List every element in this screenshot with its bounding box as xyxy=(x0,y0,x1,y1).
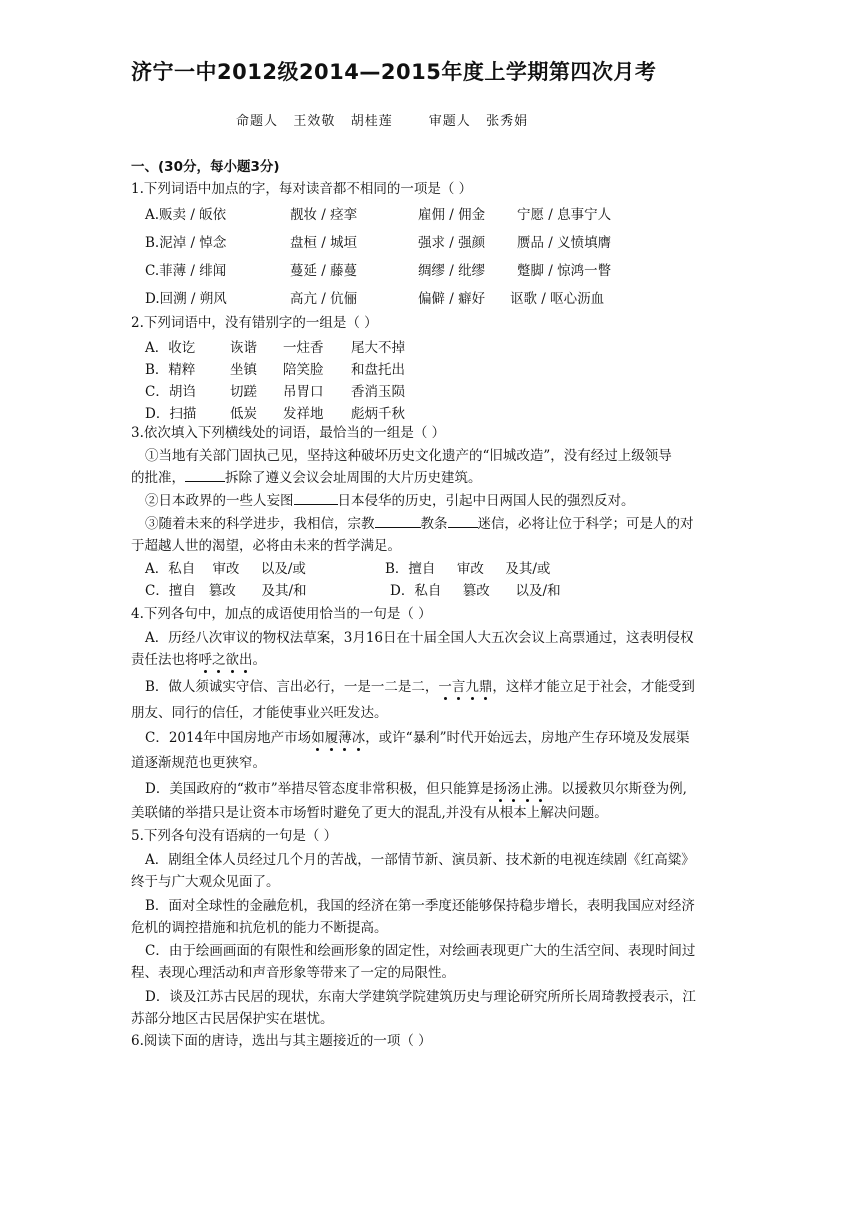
q4-a-line1: A．历经八次审议的物权法草案，3月16日在十届全国人大五次会议上高票通过，这表明侵权 xyxy=(145,630,694,646)
q3-p2 xyxy=(145,492,635,510)
q1-a-3: 雇佣 / 佣金 xyxy=(418,207,486,223)
blank-1 xyxy=(185,469,225,482)
q4-a-line2 xyxy=(131,651,266,669)
q2-c-1: C．胡诌 xyxy=(145,384,196,400)
dotted-char: 止 xyxy=(520,781,535,797)
q2-b-1: B．精粹 xyxy=(145,362,196,378)
q1-d-4: 讴歌 / 呕心沥血 xyxy=(510,291,605,307)
q4-c-post: ，或许“暴利”时代开始远去，房地产生存环境及发展渠 xyxy=(365,730,690,746)
q5-d-line1: D．谈及江苏古民居的现状，东南大学建筑学院建筑历史与理论研究所所长周琦教授表示，江 xyxy=(145,989,696,1005)
q1-d-1: D.回溯 / 朔风 xyxy=(145,291,227,307)
q3-p1-line1: ①当地有关部门固执己见，坚持这种破坏历史文化遗产的“旧城改造”，没有经过上级领导 xyxy=(145,448,672,464)
q1-stem: 1.下列词语中加点的字，每对读音都不相同的一项是（ ） xyxy=(131,181,473,197)
q3-option-c: C．擅自 篡改 及其/和 xyxy=(145,583,307,599)
dotted-char: 沸 xyxy=(534,781,548,797)
q1-row-c xyxy=(145,259,845,277)
dotted-char: 呼 xyxy=(198,652,212,668)
q3-p3-mid: 教条 xyxy=(420,516,448,532)
q1-row-b xyxy=(145,231,845,249)
q4-c-line2: 道逐渐规范也更狭窄。 xyxy=(131,755,266,771)
q2-row-b xyxy=(145,358,845,376)
q3-p3-line1 xyxy=(145,515,694,533)
q3-p3-line2: 于超越人世的渴望，必将由未来的哲学满足。 xyxy=(131,538,401,554)
q1-c-2: 蔓延 / 藤蔓 xyxy=(290,263,358,279)
q1-b-4: 赝品 / 义愤填膺 xyxy=(517,235,612,251)
q1-d-2: 高亢 / 伉俪 xyxy=(290,291,358,307)
q4-d-post: 。以援救贝尔斯登为例, xyxy=(547,781,687,797)
q5-a-line1: A．剧组全体人员经过几个月的苦战，一部情节新、演员新、技术新的电视连续剧《红高粱》 xyxy=(145,852,695,868)
dotted-char: 出 xyxy=(239,652,253,668)
q4-c-line1 xyxy=(145,729,690,747)
q2-c-3: 吊胃口 xyxy=(283,384,324,400)
q4-b-post: ，这样才能立足于社会，才能受到 xyxy=(492,679,695,695)
q2-b-2: 坐镇 xyxy=(230,362,257,378)
q3-p2-pre: ②日本政界的一些人妄图 xyxy=(145,493,294,509)
q1-b-3: 强求 / 强颜 xyxy=(418,235,486,251)
dotted-char: 如 xyxy=(311,730,325,746)
dotted-char: 言 xyxy=(451,679,466,695)
q3-p1-post: 拆除了遵义会议会址周围的大片历史建筑。 xyxy=(225,470,482,486)
q1-a-4: 宁愿 / 息事宁人 xyxy=(517,207,612,223)
q4-d-line2: 美联储的举措只是让资本市场暂时避免了更大的混乱,并没有从根本上解决问题。 xyxy=(131,805,608,821)
q4-c-pre: C．2014年中国房地产市场 xyxy=(145,730,312,746)
q4-a-pre: 责任法也将 xyxy=(131,652,199,668)
q2-a-1: A．收讫 xyxy=(145,340,196,356)
q2-b-4: 和盘托出 xyxy=(351,362,405,378)
q4-a-post: 。 xyxy=(252,652,266,668)
q2-a-3: 一炷香 xyxy=(283,340,324,356)
q2-row-c xyxy=(145,380,845,398)
q4-b-line1 xyxy=(145,678,695,696)
dotted-char: 鼎 xyxy=(478,679,493,695)
q1-a-2: 靓妆 / 痉挛 xyxy=(290,207,358,223)
blank-2 xyxy=(294,492,338,505)
q5-d-line2: 苏部分地区古民居保护实在堪忧。 xyxy=(131,1011,334,1027)
dotted-char: 一 xyxy=(438,679,452,695)
dotted-char: 冰 xyxy=(351,730,366,746)
dotted-idiom-a xyxy=(199,652,253,668)
q1-b-2: 盘桓 / 城垣 xyxy=(290,235,358,251)
blank-3 xyxy=(375,515,421,528)
q1-row-d xyxy=(145,287,845,305)
dotted-char: 扬 xyxy=(493,781,508,797)
q4-stem: 4.下列各句中，加点的成语使用恰当的一句是（ ） xyxy=(131,606,432,622)
q4-b-pre: B．做人须诚实守信、言出必行，一是一二是二， xyxy=(145,679,439,695)
q1-d-3: 偏僻 / 癖好 xyxy=(418,291,486,307)
exam-title: 济宁一中2012级2014—2015年度上学期第四次月考 xyxy=(131,60,657,84)
q1-c-1: C.菲薄 / 绯闻 xyxy=(145,263,227,279)
dotted-char: 薄 xyxy=(338,730,352,746)
q3-stem: 3.依次填入下列横线处的词语，最恰当的一组是（ ） xyxy=(131,425,446,441)
q4-d-line1 xyxy=(145,780,687,798)
q5-c-line2: 程、表现心理活动和声音形象等带来了一定的局限性。 xyxy=(131,965,455,981)
q5-c-line1: C．由于绘画画面的有限性和绘画形象的固定性，对绘画表现更广大的生活空间、表现时间过 xyxy=(145,943,696,959)
dotted-char: 九 xyxy=(465,679,479,695)
q3-p3-pre: ③随着未来的科学进步，我相信，宗教 xyxy=(145,516,375,532)
dotted-char: 之 xyxy=(212,652,226,668)
q5-stem: 5.下列各句没有语病的一句是（ ） xyxy=(131,828,338,844)
q3-p2-post: 日本侵华的历史，引起中日两国人民的强烈反对。 xyxy=(337,493,635,509)
dotted-char: 欲 xyxy=(225,652,239,668)
q2-a-2: 诙谐 xyxy=(230,340,257,356)
q2-d-4: 彪炳千秋 xyxy=(351,406,405,422)
dotted-idiom-b xyxy=(438,679,492,695)
dotted-idiom-c xyxy=(311,730,365,746)
dotted-char: 汤 xyxy=(507,781,521,797)
q5-b-line1: B．面对全球性的金融危机，我国的经济在第一季度还能够保持稳步增长，表明我国应对经济 xyxy=(145,898,695,914)
q6-stem: 6.阅读下面的唐诗，选出与其主题接近的一项（ ） xyxy=(131,1033,432,1049)
q2-a-4: 尾大不掉 xyxy=(351,340,405,356)
q1-a-1: A.贩卖 / 皈依 xyxy=(145,207,227,223)
authors-line: 命题人 王效敬 胡桂莲 审题人 张秀娟 xyxy=(236,114,529,129)
q1-row-a xyxy=(145,203,845,221)
dotted-idiom-d xyxy=(494,781,548,797)
q2-c-4: 香消玉陨 xyxy=(351,384,405,400)
q3-option-d: D．私自 篡改 以及/和 xyxy=(390,583,561,599)
dotted-char: 履 xyxy=(324,730,339,746)
q3-option-a: A．私自 审改 以及/或 xyxy=(145,561,306,577)
q2-c-2: 切蹉 xyxy=(230,384,257,400)
q3-option-b: B．擅自 审改 及其/或 xyxy=(385,561,551,577)
q4-d-pre: D．美国政府的“救市”举措尽管态度非常积极，但只能算是 xyxy=(145,781,494,797)
q3-p1-line2 xyxy=(131,469,482,487)
q1-c-4: 蹩脚 / 惊鸿一瞥 xyxy=(517,263,612,279)
q2-b-3: 陪笑脸 xyxy=(283,362,324,378)
blank-4 xyxy=(448,515,478,528)
q3-p3-post: 迷信，必将让位于科学；可是人的对 xyxy=(477,516,694,532)
q4-b-line2: 朋友、同行的信任，才能使事业兴旺发达。 xyxy=(131,705,388,721)
q3-p1-pre: 的批准， xyxy=(131,470,185,486)
q5-b-line2: 危机的调控措施和抗危机的能力不断提高。 xyxy=(131,920,388,936)
q2-d-2: 低炭 xyxy=(230,406,257,422)
q1-b-1: B.泥淖 / 悼念 xyxy=(145,235,227,251)
q5-a-line2: 终于与广大观众见面了。 xyxy=(131,874,280,890)
q2-d-1: D．扫描 xyxy=(145,406,197,422)
q2-row-a xyxy=(145,336,845,354)
q2-row-d xyxy=(145,402,845,420)
q2-stem: 2.下列词语中，没有错别字的一组是（ ） xyxy=(131,315,378,331)
q1-c-3: 绸缪 / 纰缪 xyxy=(418,263,486,279)
q2-d-3: 发祥地 xyxy=(283,406,324,422)
section-heading: 一、(30分，每小题3分) xyxy=(131,159,280,175)
